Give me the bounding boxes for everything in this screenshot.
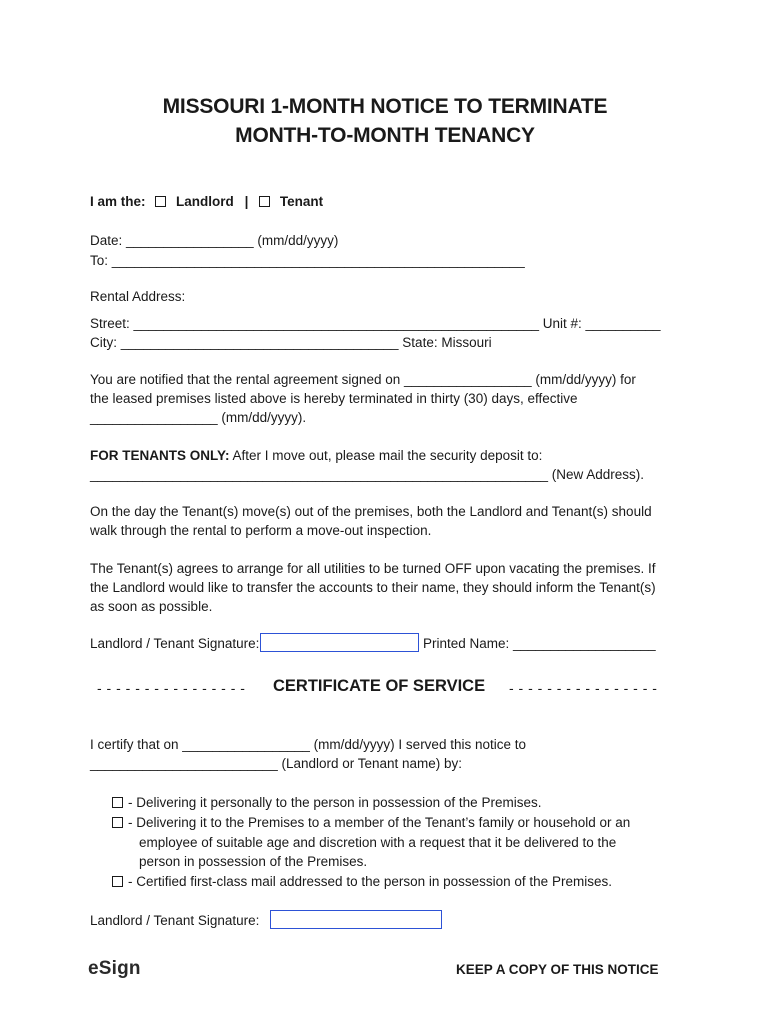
document-title-line-2: MONTH-TO-MONTH TENANCY: [235, 124, 535, 147]
street-field[interactable]: Street: ______________________________________________________ Unit #: __________: [90, 316, 661, 331]
esign-logo: eSign: [88, 958, 141, 979]
tenants-only-line-1: [90, 448, 542, 463]
moveout-line-1: On the day the Tenant(s) move(s) out of the premises, both the Landlord and Tenant(s) should: [90, 504, 652, 519]
option-2-line-1: - Delivering it to the Premises to a member of the Tenant’s family or household or an: [128, 815, 631, 830]
document-title-line-1: MISSOURI 1-MONTH NOTICE TO TERMINATE: [162, 95, 608, 118]
notice-line-2: the leased premises listed above is hereby terminated in thirty (30) days, effective: [90, 391, 578, 406]
option-3-text: - Certified first-class mail addressed to the person in possession of the Premises.: [128, 874, 612, 889]
tenant-checkbox[interactable]: [259, 196, 270, 207]
to-field[interactable]: To: _______________________________________________________: [90, 253, 525, 268]
signature-1-label: Landlord / Tenant Signature:: [90, 636, 260, 651]
utilities-line-2: the Landlord would like to transfer the accounts to their name, they should inform the Tenant(s): [90, 580, 656, 595]
option-3-checkbox[interactable]: [112, 876, 123, 887]
option-2-checkbox[interactable]: [112, 817, 123, 828]
rental-address-label: Rental Address:: [90, 289, 186, 304]
certificate-dashes-right: - - - - - - - - - - - - - - - -: [509, 680, 658, 696]
utilities-line-1: The Tenant(s) agrees to arrange for all utilities to be turned OFF upon vacating the premises. If: [90, 561, 656, 576]
certify-line-1: I certify that on _________________ (mm/dd/yyyy) I served this notice to: [90, 737, 526, 752]
signature-2-label: Landlord / Tenant Signature:: [90, 913, 260, 928]
certificate-dashes-left: - - - - - - - - - - - - - - - -: [97, 680, 246, 696]
tenant-label: Tenant: [279, 194, 324, 209]
certify-line-2: _________________________ (Landlord or Tenant name) by:: [90, 756, 463, 771]
signature-2-field[interactable]: [270, 910, 442, 929]
option-1-checkbox[interactable]: [112, 797, 123, 808]
notice-line-3: _________________ (mm/dd/yyyy).: [90, 410, 307, 425]
city-field[interactable]: City: _____________________________________ State: Missouri: [90, 335, 492, 350]
moveout-line-2: walk through the rental to perform a move-out inspection.: [90, 523, 432, 538]
date-field[interactable]: Date: _________________ (mm/dd/yyyy): [90, 233, 339, 248]
notice-line-1: You are notified that the rental agreement signed on _________________ (mm/dd/yyyy) for: [90, 372, 636, 387]
keep-copy-notice: KEEP A COPY OF THIS NOTICE: [456, 962, 659, 977]
option-2-line-3: person in possession of the Premises.: [139, 854, 368, 869]
role-label: I am the:: [90, 194, 146, 209]
landlord-label: Landlord: [176, 194, 234, 209]
new-address-field[interactable]: _____________________________________________________________ (New Address).: [90, 467, 645, 482]
role-row: [90, 194, 323, 209]
landlord-checkbox[interactable]: [155, 196, 166, 207]
role-separator: |: [244, 194, 249, 209]
option-2-line-2: employee of suitable age and discretion with a request that it be delivered to the: [139, 835, 617, 850]
certificate-title: CERTIFICATE OF SERVICE: [273, 677, 486, 695]
tenants-only-text: After I move out, please mail the security deposit to:: [229, 448, 543, 463]
option-1-text: - Delivering it personally to the person in possession of the Premises.: [128, 795, 542, 810]
signature-1-field[interactable]: [260, 633, 419, 652]
tenants-only-label: FOR TENANTS ONLY:: [90, 448, 230, 463]
utilities-line-3: as soon as possible.: [90, 599, 213, 614]
printed-name-field[interactable]: Printed Name: ___________________: [423, 636, 656, 651]
